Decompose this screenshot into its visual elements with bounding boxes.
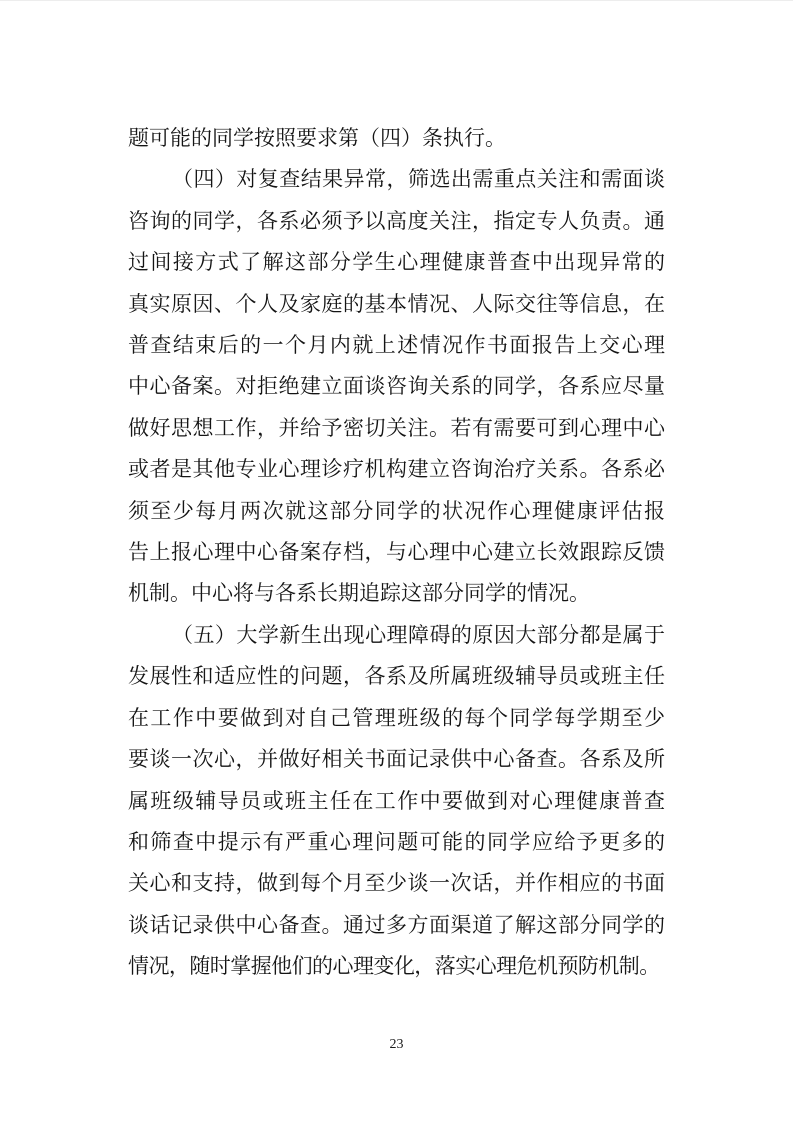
text-line: 真实原因、个人及家庭的基本情况、人际交往等信息，在 xyxy=(128,291,665,316)
text-line: 普查结束后的一个月内就上述情况作书面报告上交心理 xyxy=(128,333,665,358)
text-line: （四）对复查结果异常，筛选出需重点关注和需面谈 xyxy=(172,167,665,192)
text-line: 要谈一次心，并做好相关书面记录供中心备查。各系及所 xyxy=(128,747,665,772)
text-line: 和筛查中提示有严重心理问题可能的同学应给予更多的 xyxy=(128,829,665,854)
text-line: 题可能的同学按照要求第（四）条执行。 xyxy=(128,126,506,150)
text-line: 机制。中心将与各系长期追踪这部分同学的情况。 xyxy=(128,581,590,606)
text-line: 须至少每月两次就这部分同学的状况作心理健康评估报 xyxy=(128,498,665,523)
text-line: 做好思想工作，并给予密切关注。若有需要可到心理中心 xyxy=(128,415,665,440)
text-line: 发展性和适应性的问题，各系及所属班级辅导员或班主任 xyxy=(128,664,665,689)
text-line: 中心备案。对拒绝建立面谈咨询关系的同学，各系应尽量 xyxy=(128,374,665,399)
page-footer xyxy=(0,1035,793,1053)
text-line: 情况，随时掌握他们的心理变化，落实心理危机预防机制。 xyxy=(128,954,660,979)
text-line: 或者是其他专业心理诊疗机构建立咨询治疗关系。各系必 xyxy=(128,457,665,482)
text-line: 过间接方式了解这部分学生心理健康普查中出现异常的 xyxy=(128,250,665,275)
text-line: 在工作中要做到对自己管理班级的每个同学每学期至少 xyxy=(128,705,665,730)
document-text-block xyxy=(128,118,665,988)
text-line: 属班级辅导员或班主任在工作中要做到对心理健康普查 xyxy=(128,788,665,813)
text-line: 咨询的同学，各系必须予以高度关注，指定专人负责。通 xyxy=(128,208,665,233)
text-line: 谈话记录供中心备查。通过多方面渠道了解这部分同学的 xyxy=(128,912,665,937)
page-number: 23 xyxy=(389,1037,404,1052)
text-line: 关心和支持，做到每个月至少谈一次话，并作相应的书面 xyxy=(128,871,665,896)
text-line: （五）大学新生出现心理障碍的原因大部分都是属于 xyxy=(172,622,665,647)
text-line: 告上报心理中心备案存档，与心理中心建立长效跟踪反馈 xyxy=(128,540,665,565)
